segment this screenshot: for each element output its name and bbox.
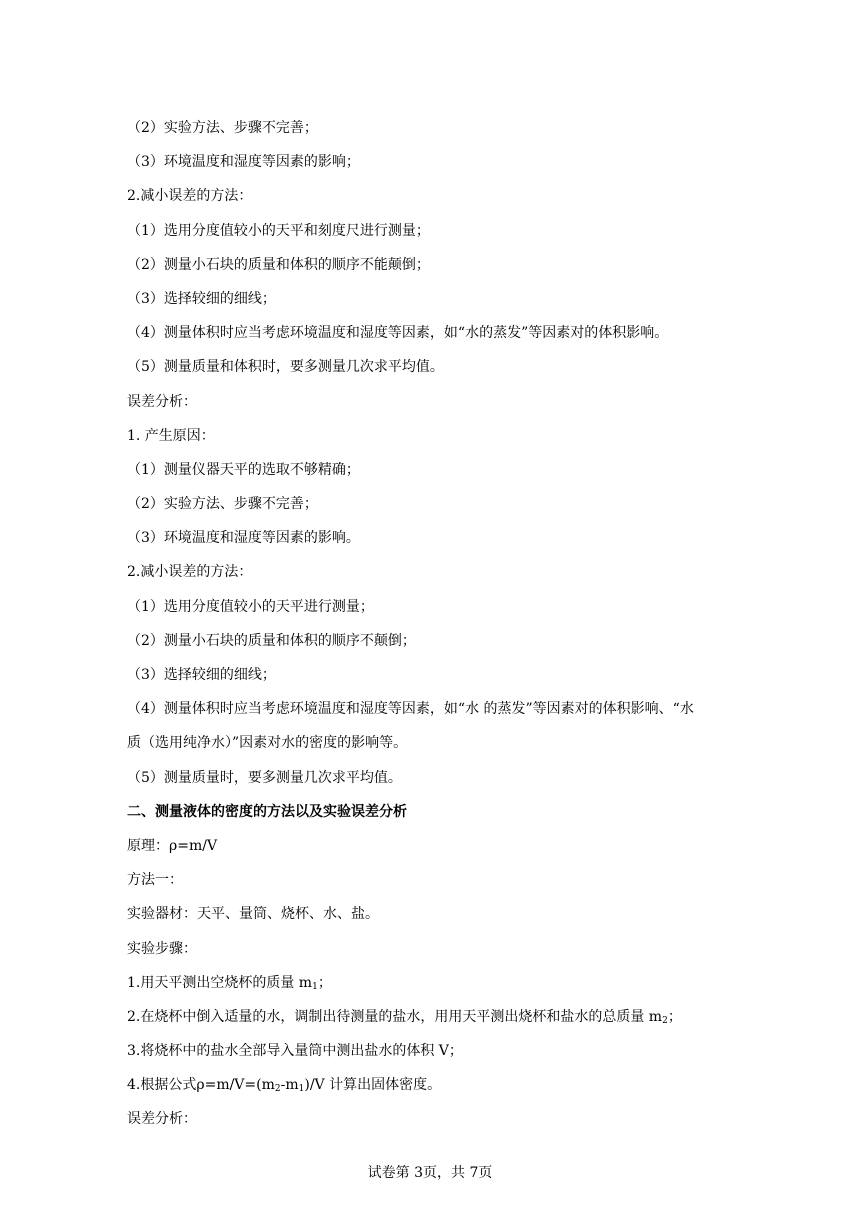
text-line: 误差分析：: [127, 1111, 197, 1128]
text-line: （2）实验方法、步骤不完善；: [127, 120, 318, 136]
text-line: （4）测量体积时应当考虑环境温度和湿度等因素，如“水的蒸发”等因素对的体积影响。: [127, 325, 669, 342]
text-line: 2.减小误差的方法：: [127, 188, 253, 205]
text-line: 原理：ρ=m/V: [127, 837, 218, 854]
formula-part: -m: [280, 1077, 299, 1094]
step-end: ；: [317, 974, 332, 991]
text-line: 实验步骤：: [127, 940, 197, 957]
step-text: 1.用天平测出空烧杯的质量 m: [127, 974, 313, 991]
text-line: （3）环境温度和湿度等因素的影响。: [127, 530, 360, 547]
step-line-2: [127, 1000, 737, 1034]
step-line-4: [127, 1068, 737, 1102]
text-line: 1. 产生原因：: [127, 427, 215, 444]
text-line: （3）选择较细的细线；: [127, 290, 276, 307]
formula-part: 4.根据公式ρ=m/V=(m: [127, 1077, 275, 1094]
step-line-3: 3.将烧杯中的盐水全部导入量筒中测出盐水的体积 V；: [127, 1043, 463, 1060]
text-line: （5）测量质量时，要多测量几次求平均值。: [127, 769, 402, 786]
text-line: （2）测量小石块的质量和体积的顺序不颠倒；: [127, 632, 416, 649]
text-line: （2）测量小石块的质量和体积的顺序不能颠倒；: [127, 256, 430, 273]
subscript: 1: [312, 981, 318, 992]
section-heading: 二、测量液体的密度的方法以及实验误差分析: [127, 803, 407, 820]
text-line: （1）选用分度值较小的天平进行测量；: [127, 598, 374, 615]
step-line-1: [127, 966, 737, 1000]
text-line: 质（选用纯净水）”因素对水的密度的影响等。: [127, 735, 408, 752]
text-line: 方法一：: [127, 872, 183, 889]
text-line: 2.减小误差的方法：: [127, 564, 253, 581]
text-line: 实验器材：天平、量筒、烧杯、水、盐。: [127, 906, 379, 923]
text-line: （2）实验方法、步骤不完善；: [127, 496, 318, 513]
step-text: 2.在烧杯中倒入适量的水，调制出待测量的盐水，用用天平测出烧杯和盐水的总质量 m: [127, 1008, 663, 1025]
text-line: （1）选用分度值较小的天平和刻度尺进行测量；: [127, 222, 430, 239]
text-line: （3）选择较细的细线；: [127, 667, 276, 683]
subscript: 2: [274, 1084, 281, 1095]
text-line: （1）测量仪器天平的选取不够精确；: [127, 461, 360, 478]
text-line: （3）环境温度和湿度等因素的影响；: [127, 154, 360, 171]
page-footer: 试卷第 3页，共 7页: [367, 1165, 493, 1181]
text-line: （5）测量质量和体积时，要多测量几次求平均值。: [127, 359, 444, 376]
step-end: ；: [667, 1008, 682, 1025]
text-line: （4）测量体积时应当考虑环境温度和湿度等因素，如“水 的蒸发”等因素对的体积影响、“水: [127, 701, 694, 718]
subscript: 2: [662, 1015, 668, 1026]
formula-part: )/V 计算出固体密度。: [304, 1077, 442, 1094]
text-line: 误差分析：: [127, 393, 197, 410]
subscript: 1: [298, 1084, 305, 1095]
document-body: [127, 111, 737, 1137]
